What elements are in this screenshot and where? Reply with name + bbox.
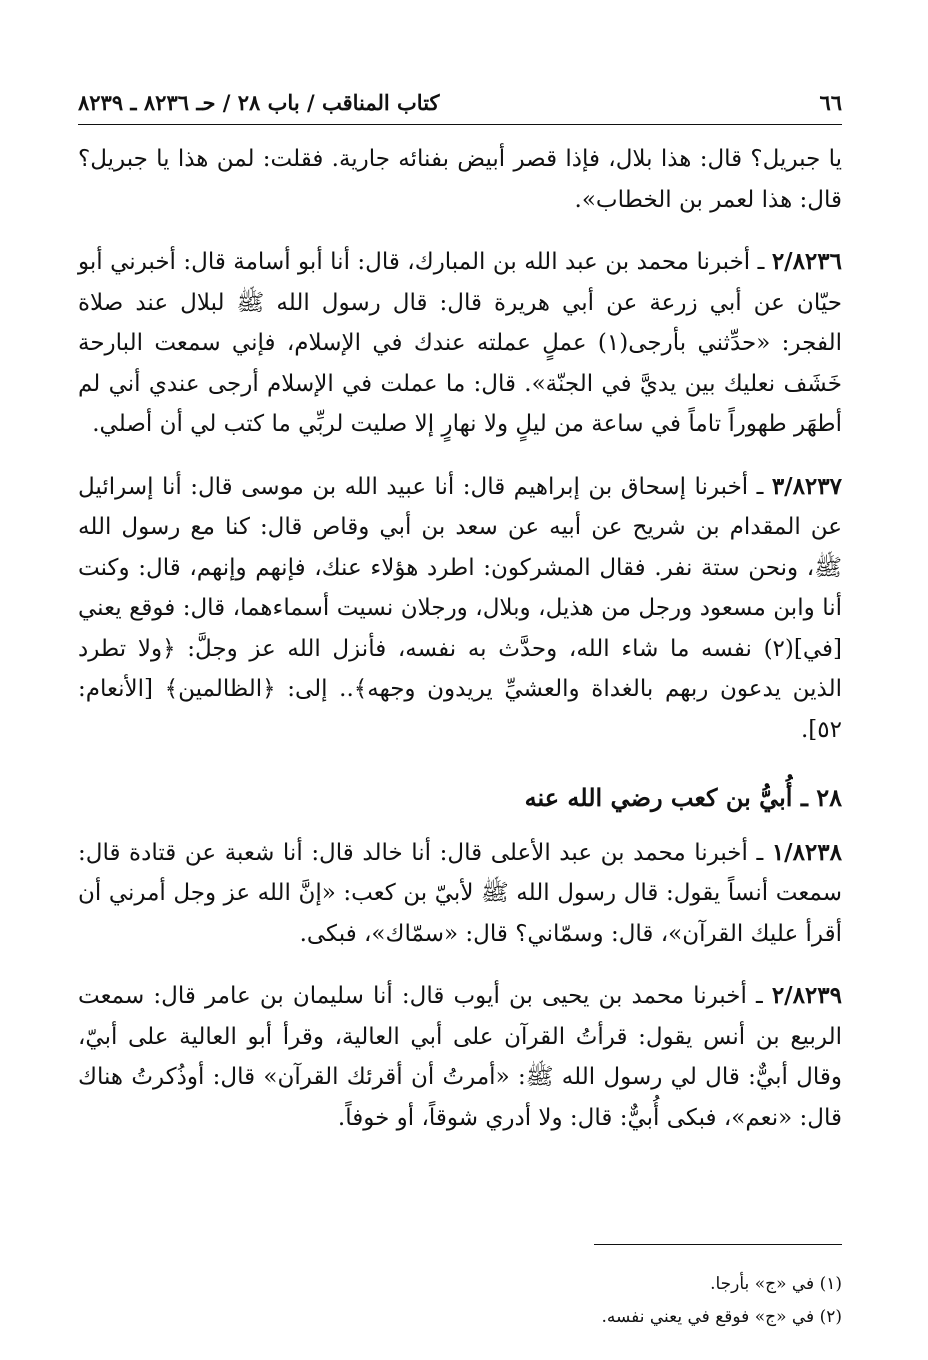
hadith-number: ١/٨٢٣٨ bbox=[771, 838, 842, 866]
hadith-paragraph-8236 bbox=[78, 242, 842, 445]
footnote-2: (٢) في «ج» فوقع في يعني نفسه. bbox=[601, 1307, 842, 1327]
hadith-number: ٢/٨٢٣٦ bbox=[771, 248, 842, 275]
footnote-1: (١) في «ج» بأرجا. bbox=[710, 1274, 842, 1294]
page-number: ٦٦ bbox=[819, 90, 842, 115]
hadith-paragraph-8237 bbox=[78, 467, 842, 751]
hadith-number: ٣/٨٢٣٧ bbox=[771, 472, 842, 500]
running-title: كتاب المناقب / باب ٢٨ / حـ ٨٢٣٦ ـ ٨٢٣٩ bbox=[78, 90, 448, 115]
hadith-number: ٢/٨٢٣٩ bbox=[771, 982, 842, 1009]
hadith-text: ـ أخبرنا محمد بن يحيى بن أيوب قال: أنا سليمان بن عامر قال: سمعت الربيع بن أنس يقول: قرأتُ القرآن على أبي العالية، وقرأ أبو العالية على أبيّ، وقال أبيٌّ: قال لي رسول الله ﷺ: «أمرتُ أن أقرئك القرآن» قال: أوذُكرتُ هناك قال: «نعم»، فبكى أُبيٌّ: قال: ولا أدري شوقاً، أو خوفاً. bbox=[78, 983, 842, 1131]
section-heading: ٢٨ ـ أُبيُّ بن كعب رضي الله عنه bbox=[524, 783, 842, 812]
document-page bbox=[78, 88, 842, 1327]
hadith-text: ـ أخبرنا محمد بن عبد الله بن المبارك، قال: أنا أبو أسامة قال: أخبرني أبو حيّان عن أبي زرعة عن أبي هريرة قال: قال رسول الله ﷺ لبلال عند صلاة الفجر: «حدِّثني بأرجى(١) عملٍ عملته عندك في الإسلام، فإني سمعت البارحة خَشَف نعليك بين يديَّ في الجنّة». قال: ما عملت في الإسلام أرجى عندي أني لم أطهَر طهوراً تاماً في ساعة من ليلٍ ولا نهارٍ إلا صليت لربِّي ما كتب لي أن أصلي. bbox=[78, 249, 842, 437]
hadith-text: ـ أخبرنا إسحاق بن إبراهيم قال: أنا عبيد الله بن موسى قال: أنا إسرائيل عن المقدام بن شريح عن أبيه عن سعد بن أبي وقاص قال: كنا مع رسول الله ﷺ، ونحن ستة نفر. فقال المشركون: اطرد هؤلاء عنك، فإنهم وإنهم، قال: وكنت أنا وابن مسعود ورجل من هذيل، وبلال، ورجلان نسيت أسماءهما، قال: فوقع يعني [في](٢) نفسه ما شاء الله، وحدَّث به نفسه، فأنزل الله عز وجلَّ: ﴿ولا تطرد الذين يدعون ربهم بالغداة والعشيِّ يريدون وجهه﴾.. إلى: ﴿الظالمين﴾ [الأنعام: ٥٢]. bbox=[78, 473, 842, 743]
page-header bbox=[78, 88, 842, 125]
opening-paragraph: يا جبريل؟ قال: هذا بلال، فإذا قصر أبيض بفنائه جارية. فقلت: لمن هذا يا جبريل؟ قال: هذا لعمر بن الخطاب». bbox=[78, 146, 842, 213]
hadith-paragraph-8238 bbox=[78, 833, 842, 955]
footnotes bbox=[78, 1268, 842, 1334]
hadith-text: ـ أخبرنا محمد بن عبد الأعلى قال: أنا خالد قال: أنا شعبة عن قتادة قال: سمعت أنساً يقول: قال رسول الله ﷺ لأبيّ بن كعب: «إنَّ الله عز وجل أمرني أن أقرأ عليك القرآن»، قال: وسمّاني؟ قال: «سمّاك»، فبكى. bbox=[78, 839, 842, 947]
main-text bbox=[78, 139, 842, 1138]
footnote-divider bbox=[594, 1244, 842, 1245]
hadith-paragraph-8239 bbox=[78, 976, 842, 1138]
